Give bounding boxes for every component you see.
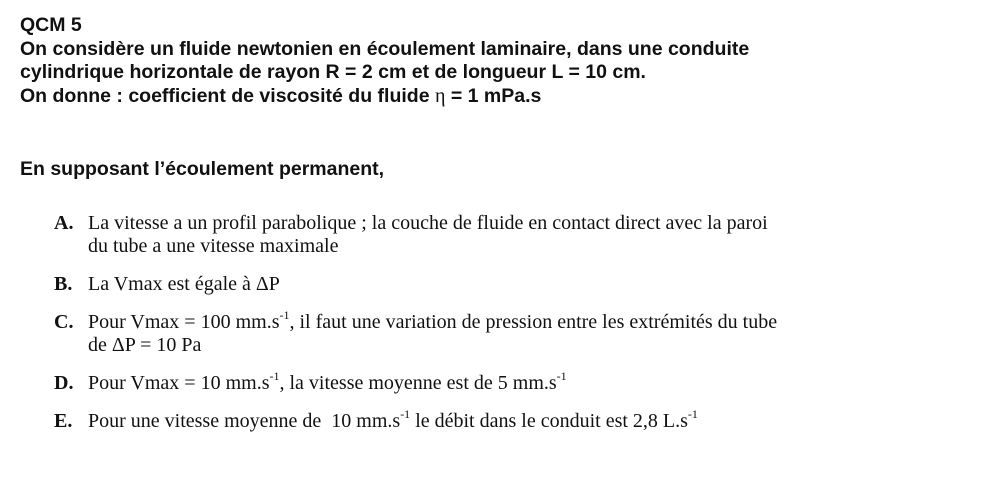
viscosity-symbol: η bbox=[434, 84, 446, 107]
option-b[interactable] bbox=[54, 273, 954, 296]
option-text-part: Pour Vmax = 10 mm.s bbox=[88, 372, 270, 394]
option-d[interactable] bbox=[54, 369, 954, 395]
option-e[interactable] bbox=[54, 407, 954, 433]
exponent: -1 bbox=[556, 369, 567, 383]
question-header bbox=[20, 14, 749, 108]
option-c[interactable] bbox=[54, 308, 954, 357]
answer-options bbox=[54, 212, 954, 448]
exponent: -1 bbox=[400, 407, 411, 421]
option-a[interactable] bbox=[54, 212, 954, 258]
exponent: -1 bbox=[269, 369, 280, 383]
option-letter: A. bbox=[54, 212, 74, 234]
question-title: QCM 5 bbox=[20, 14, 82, 36]
given-suffix: = 1 mPa.s bbox=[445, 84, 542, 107]
option-letter: C. bbox=[54, 311, 74, 333]
option-text-line-2: de ΔP = 10 Pa bbox=[88, 334, 202, 356]
option-text-part: , il faut une variation de pression entre les extrémités du tube bbox=[289, 311, 778, 333]
statement-line-2: cylindrique horizontale de rayon R = 2 cm et de longueur L = 10 cm. bbox=[20, 61, 646, 83]
question-intro: En supposant l’écoulement permanent, bbox=[20, 158, 385, 180]
option-letter: D. bbox=[54, 372, 74, 394]
exponent: -1 bbox=[279, 308, 290, 322]
option-text-part: Pour Vmax = 100 mm.s bbox=[88, 311, 280, 333]
option-text: La Vmax est égale à ΔP bbox=[88, 273, 280, 295]
given-data-line bbox=[20, 85, 749, 109]
option-text bbox=[88, 369, 954, 395]
option-letter: E. bbox=[54, 410, 73, 432]
given-prefix: On donne : coefficient de viscosité du fluide bbox=[20, 84, 435, 107]
option-text-line-2: du tube a une vitesse maximale bbox=[88, 235, 339, 257]
option-text-line-1 bbox=[88, 308, 954, 334]
statement-line-1: On considère un fluide newtonien en écoulement laminaire, dans une conduite bbox=[20, 37, 750, 60]
option-text bbox=[88, 407, 954, 433]
exponent: -1 bbox=[687, 407, 698, 421]
option-letter: B. bbox=[54, 273, 73, 295]
option-text-line-1: La vitesse a un profil parabolique ; la couche de fluide en contact direct avec la paroi bbox=[88, 212, 768, 234]
option-text-part: Pour une vitesse moyenne de 10 mm.s bbox=[88, 410, 401, 432]
option-text-part: , la vitesse moyenne est de 5 mm.s bbox=[279, 372, 557, 394]
option-text-part: le débit dans le conduit est 2,8 L.s bbox=[410, 410, 688, 432]
